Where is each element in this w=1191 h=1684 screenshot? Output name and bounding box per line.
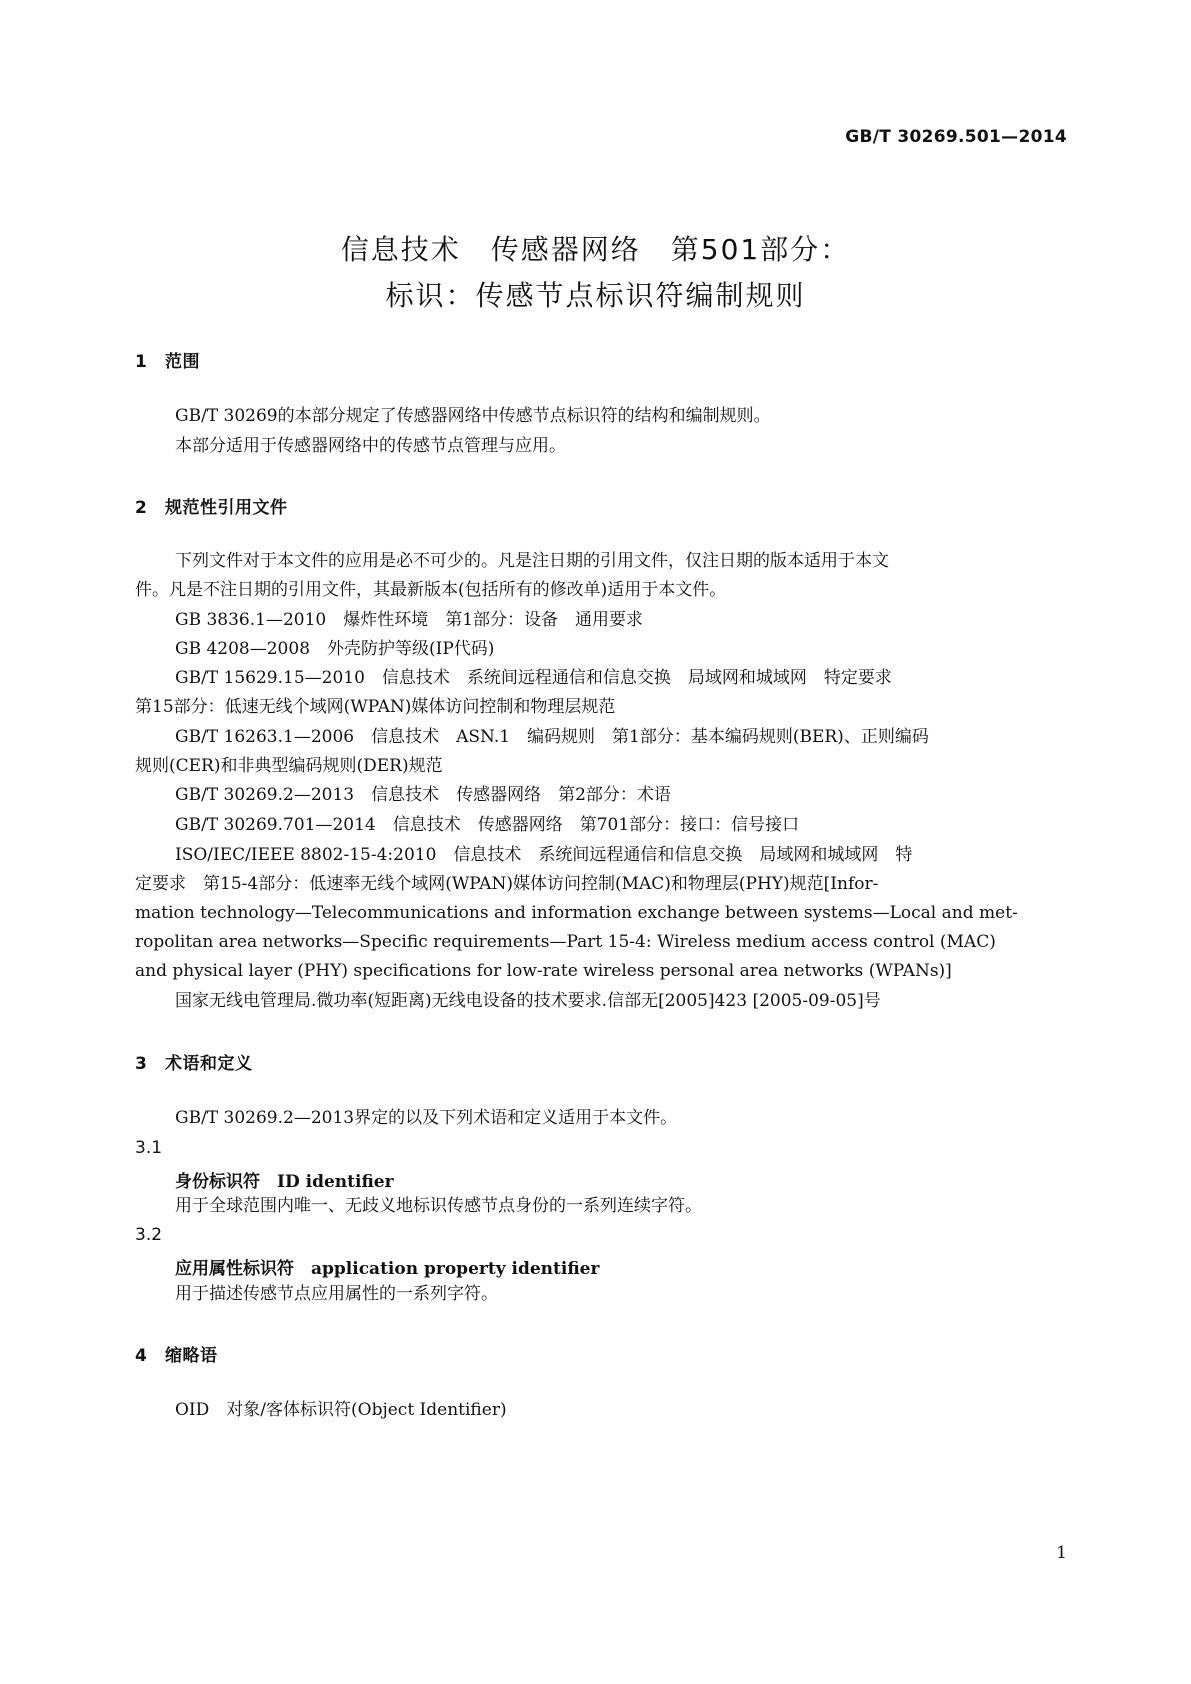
section-title: 范围 [165, 352, 200, 372]
reference-item-continuation: mation technology—Telecommunications and information exchange between systems—Local and met- [135, 903, 1018, 923]
section-heading-abbreviations [135, 1341, 218, 1366]
term-name [175, 1167, 394, 1192]
standard-code: GB/T 30269.501—2014 [845, 127, 1067, 147]
reference-item: GB/T 15629.15—2010 信息技术 系统间远程通信和信息交换 局域网和城域网 特定要求 [175, 668, 892, 688]
page-number: 1 [1056, 1543, 1067, 1563]
section-heading-scope [135, 347, 200, 372]
reference-item: GB/T 30269.2—2013 信息技术 传感器网络 第2部分：术语 [175, 785, 671, 805]
reference-item: GB 3836.1—2010 爆炸性环境 第1部分：设备 通用要求 [175, 610, 644, 630]
paragraph: 本部分适用于传感器网络中的传感节点管理与应用。 [175, 436, 566, 456]
paragraph: GB/T 30269.2—2013界定的以及下列术语和定义适用于本文件。 [175, 1108, 678, 1128]
term-definition: 用于全球范围内唯一、无歧义地标识传感节点身份的一系列连续字符。 [175, 1196, 702, 1216]
term-name-en: application property identifier [311, 1259, 600, 1279]
paragraph: 下列文件对于本文件的应用是必不可少的。凡是注日期的引用文件，仅注日期的版本适用于本文 [175, 551, 889, 571]
abbreviation-item: OID 对象/客体标识符(Object Identifier) [175, 1400, 507, 1420]
section-number: 4 [135, 1346, 148, 1366]
term-definition: 用于描述传感节点应用属性的一系列字符。 [175, 1284, 498, 1304]
section-title: 规范性引用文件 [165, 498, 288, 518]
term-number: 3.1 [135, 1138, 163, 1158]
section-number: 3 [135, 1054, 148, 1074]
reference-item: GB 4208—2008 外壳防护等级(IP代码) [175, 639, 495, 659]
document-title-line-2: 标识：传感节点标识符编制规则 [385, 279, 806, 312]
section-title: 缩略语 [165, 1346, 218, 1366]
document-title-line-1: 信息技术 传感器网络 第501部分： [340, 233, 851, 266]
section-title: 术语和定义 [165, 1054, 253, 1074]
term-name-zh: 身份标识符 [175, 1172, 260, 1192]
section-number: 2 [135, 498, 148, 518]
reference-item: ISO/IEC/IEEE 8802-15-4:2010 信息技术 系统间远程通信和信息交换 局域网和城域网 特 [175, 845, 913, 865]
term-name-zh: 应用属性标识符 [175, 1259, 294, 1279]
reference-item: GB/T 30269.701—2014 信息技术 传感器网络 第701部分：接口：信号接口 [175, 815, 800, 835]
reference-item-continuation: 定要求 第15-4部分：低速率无线个域网(WPAN)媒体访问控制(MAC)和物理层(PHY)规范[Infor- [135, 874, 879, 894]
reference-item-continuation: 规则(CER)和非典型编码规则(DER)规范 [135, 756, 443, 776]
section-heading-terms-and-definitions [135, 1049, 253, 1074]
term-number: 3.2 [135, 1225, 163, 1245]
reference-item-continuation: and physical layer (PHY) specifications for low-rate wireless personal area networks (WPANs)] [135, 961, 952, 981]
reference-item-continuation: 第15部分：低速无线个域网(WPAN)媒体访问控制和物理层规范 [135, 697, 616, 717]
reference-item-continuation: ropolitan area networks—Specific requirements—Part 15-4: Wireless medium access control (MAC) [135, 932, 996, 952]
reference-item: GB/T 16263.1—2006 信息技术 ASN.1 编码规则 第1部分：基本编码规则(BER)、正则编码 [175, 727, 929, 747]
term-name-en: ID identifier [277, 1172, 394, 1192]
section-heading-normative-references [135, 493, 288, 518]
paragraph: GB/T 30269的本部分规定了传感器网络中传感节点标识符的结构和编制规则。 [175, 406, 771, 426]
term-name [175, 1254, 599, 1279]
section-number: 1 [135, 352, 148, 372]
paragraph: 件。凡是不注日期的引用文件，其最新版本(包括所有的修改单)适用于本文件。 [135, 580, 727, 600]
reference-item: 国家无线电管理局.微功率(短距离)无线电设备的技术要求.信部无[2005]423 [2005-09-05]号 [175, 991, 881, 1011]
